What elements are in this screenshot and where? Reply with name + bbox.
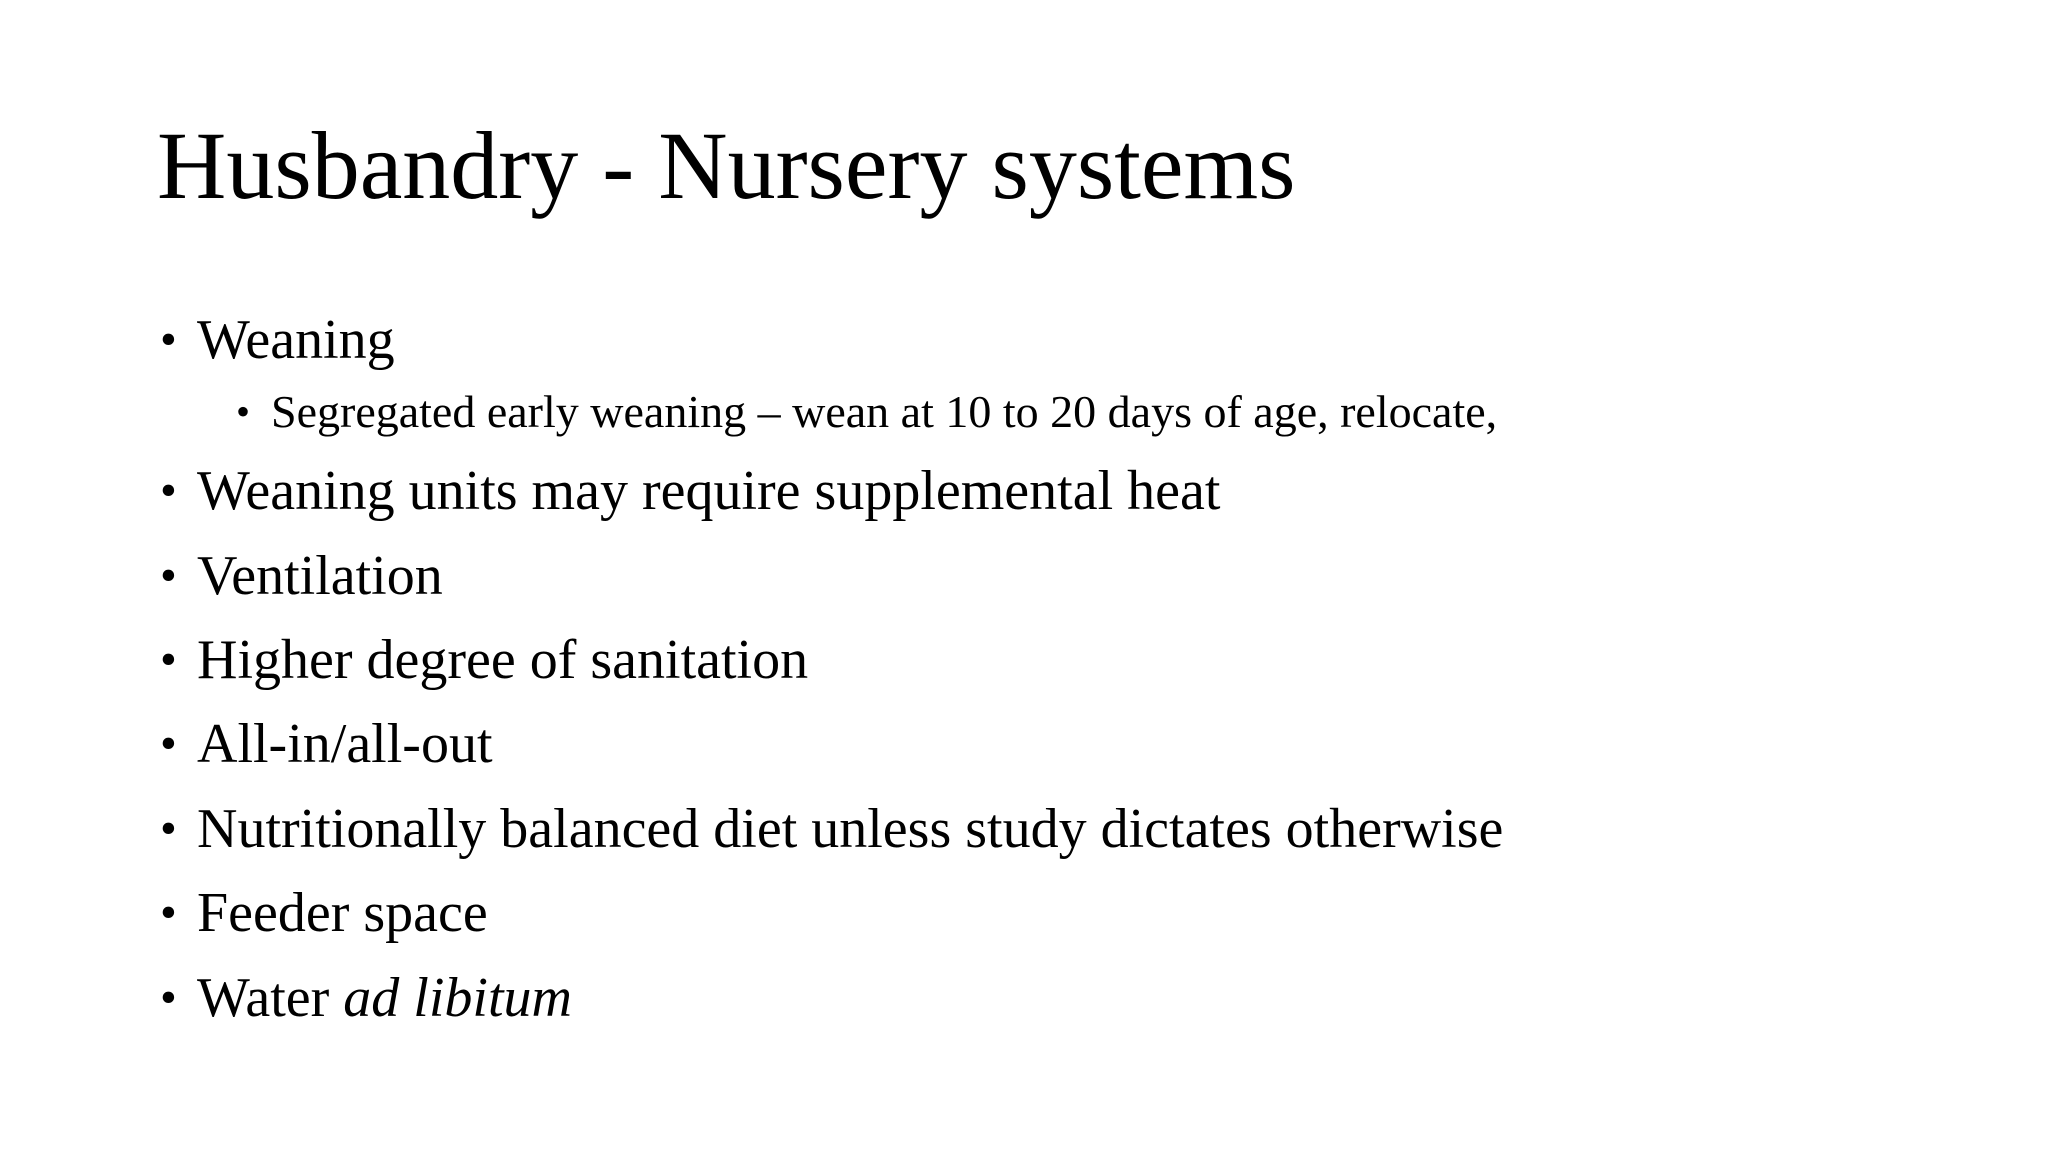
bullet-text: Ventilation [197, 544, 443, 607]
bullet-point-icon: • [160, 313, 177, 366]
bullet-list [160, 308, 1503, 1050]
bullet-point-icon: • [160, 970, 177, 1024]
bullet-point-icon: • [160, 717, 177, 771]
bullet-text: Higher degree of sanitation [197, 629, 809, 692]
slide-title: Husbandry - Nursery systems [157, 112, 1296, 219]
bullet-text: Feeder space [197, 882, 488, 945]
bullet-item-balanced-diet [160, 797, 1503, 861]
bullet-point-icon: • [160, 464, 177, 518]
bullet-text: Water [197, 966, 330, 1029]
bullet-text-emphasis: ad libitum [343, 966, 572, 1029]
bullet-item-supplemental-heat [160, 459, 1503, 523]
bullet-point-icon: • [160, 633, 177, 687]
bullet-item-feeder-space [160, 881, 1503, 945]
bullet-text: Segregated early weaning – wean at 10 to 20 days of age, relocate, [271, 386, 1498, 438]
bullet-item-ventilation [160, 544, 1503, 608]
bullet-point-icon: • [160, 886, 177, 940]
bullet-text: All-in/all-out [197, 713, 493, 776]
bullet-text: Nutritionally balanced diet unless study dictates otherwise [197, 797, 1504, 860]
bullet-point-icon: • [160, 801, 177, 855]
bullet-text: Weaning [197, 309, 395, 371]
bullet-item-all-in-all-out [160, 712, 1503, 776]
bullet-text: Weaning units may require supplemental heat [197, 460, 1221, 523]
bullet-item-weaning [160, 308, 1503, 372]
bullet-item-water [160, 966, 1503, 1030]
bullet-item-sanitation [160, 628, 1503, 692]
bullet-point-icon: • [160, 548, 177, 602]
sub-bullet-item-segregated-early-weaning [236, 386, 1503, 439]
bullet-point-icon: • [236, 389, 251, 435]
